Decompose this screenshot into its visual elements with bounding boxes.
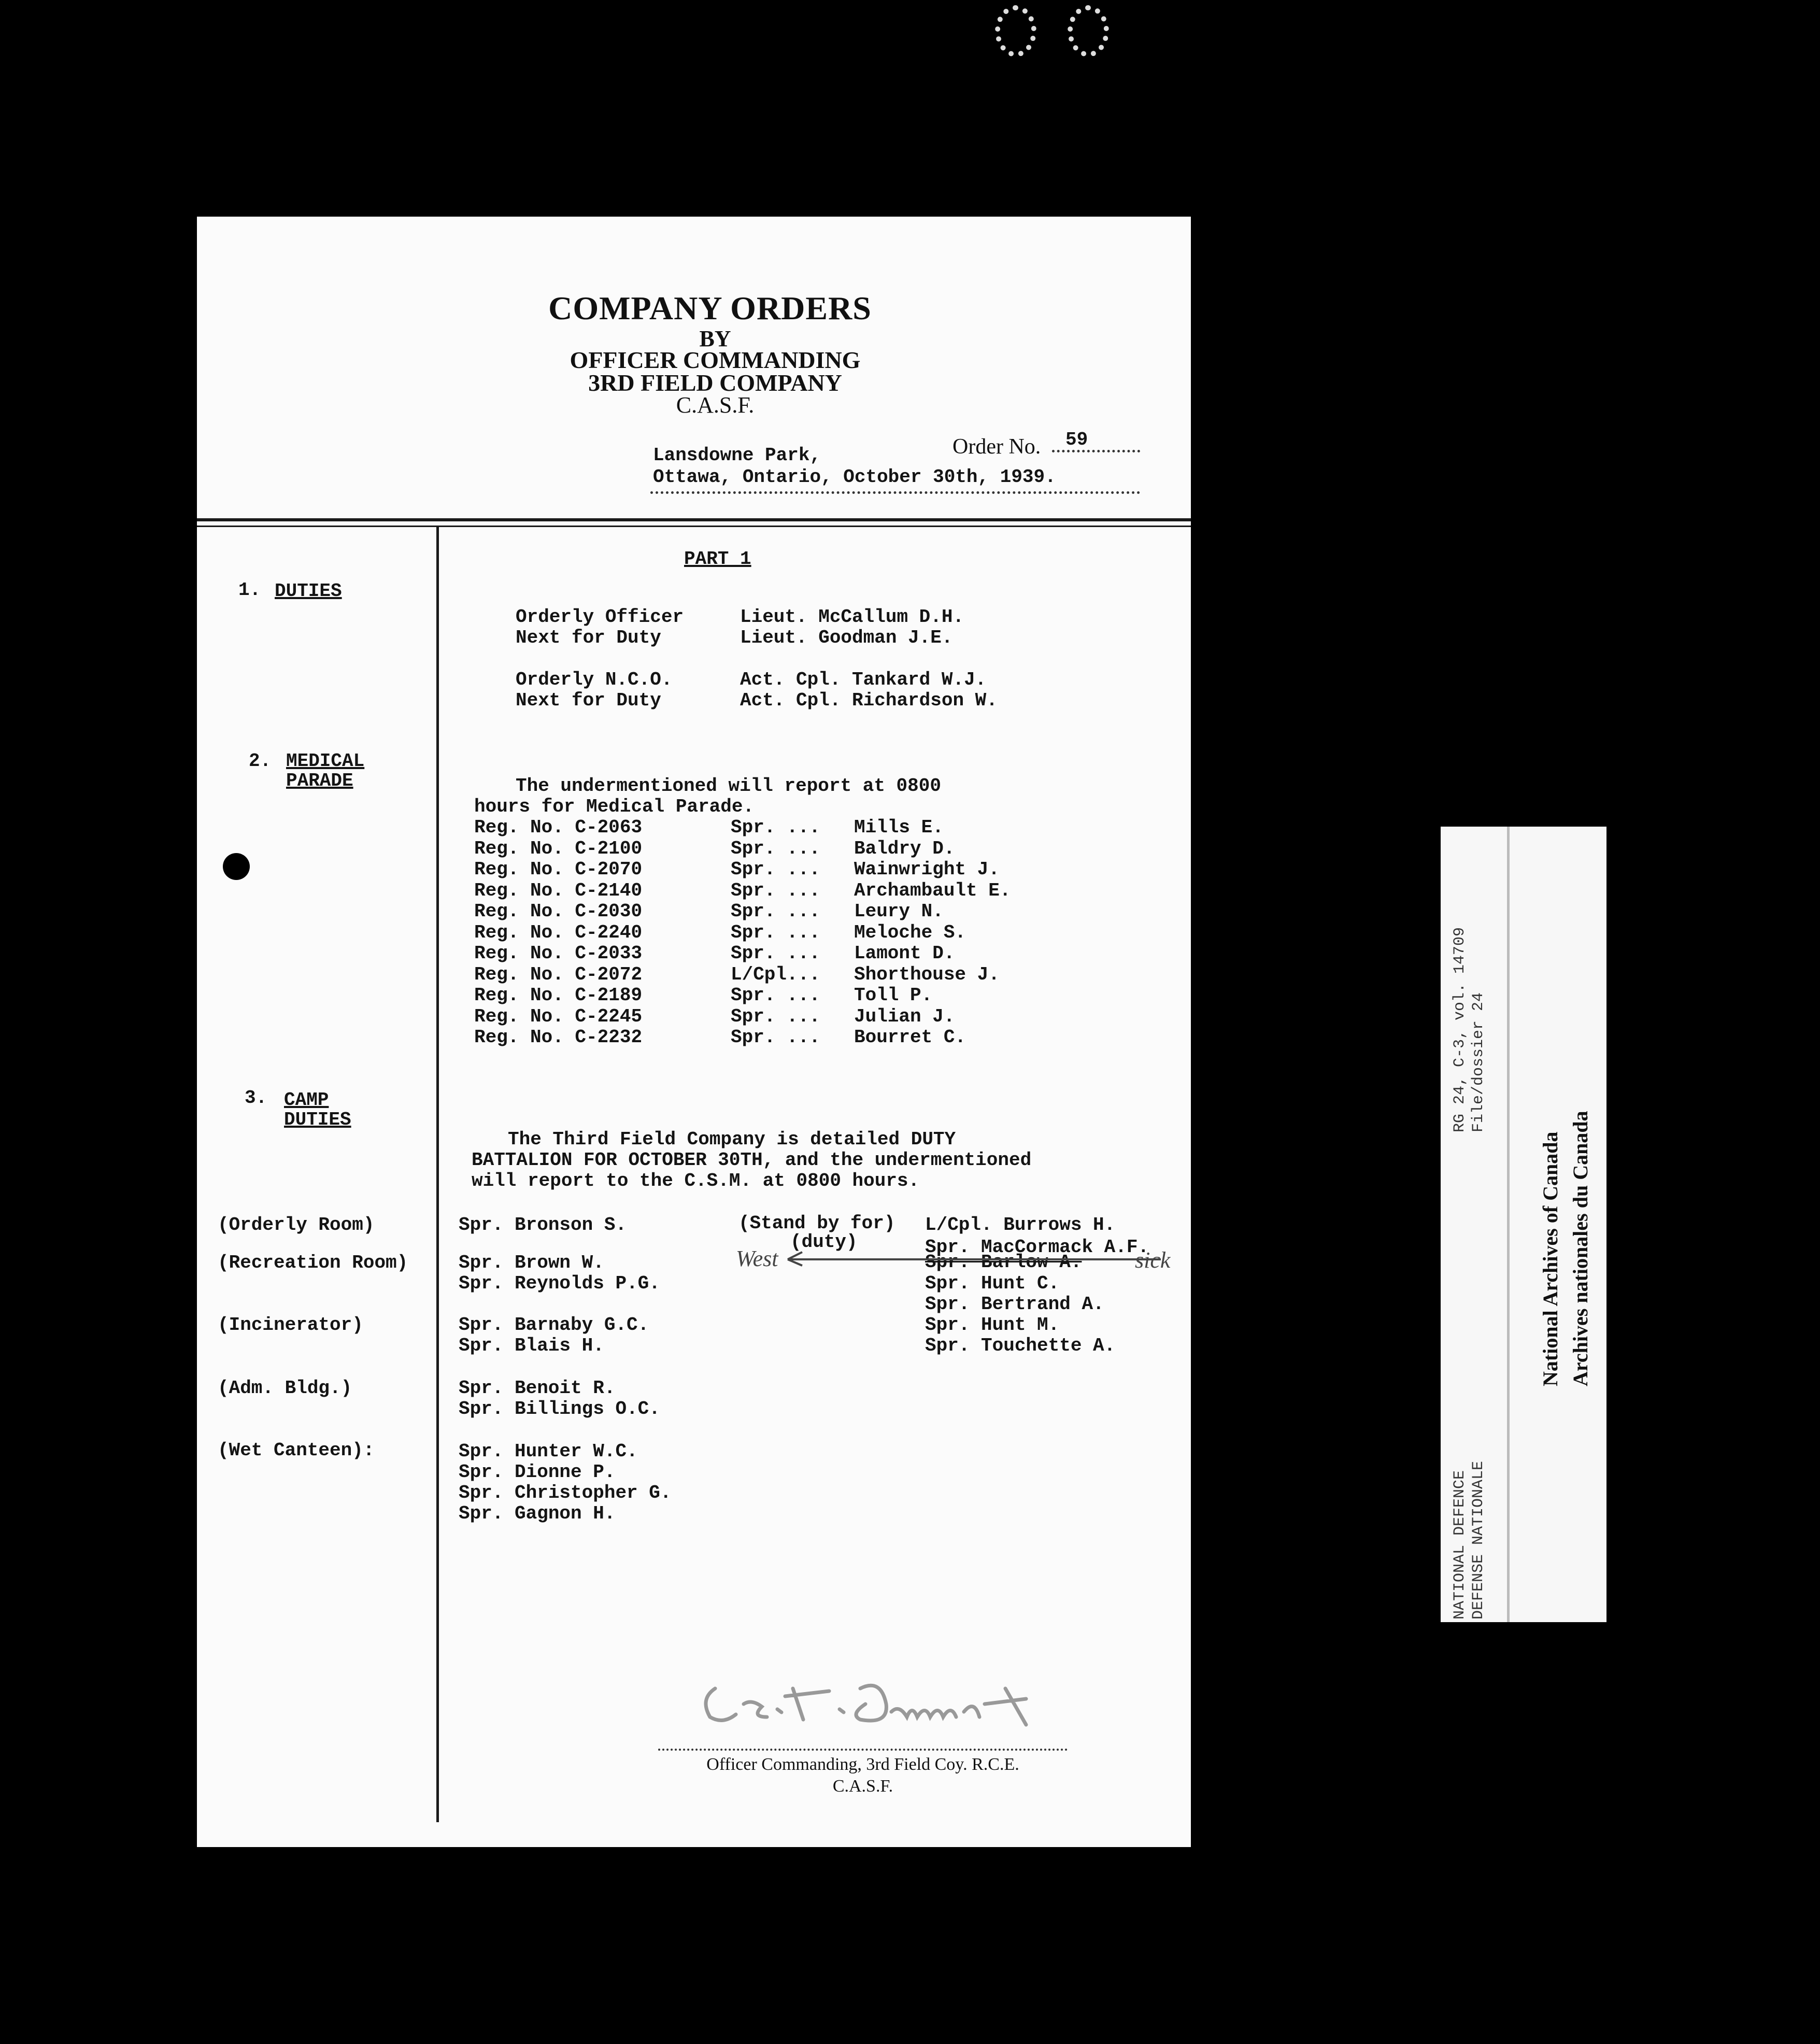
- standby-name: Spr. Bertrand A.: [925, 1294, 1104, 1315]
- duty-person: Act. Cpl. Tankard W.J.: [740, 669, 987, 690]
- camp-group-name: Spr. Brown W.: [459, 1252, 604, 1273]
- medical-rank: Spr. ...: [731, 901, 820, 922]
- medical-name: Wainwright J.: [854, 859, 1000, 880]
- medical-rank: Spr. ...: [731, 1027, 820, 1048]
- duty-role: Orderly Officer: [516, 606, 684, 628]
- medical-reg-number: Reg. No. C-2189: [474, 985, 643, 1006]
- medical-heading-2: PARADE: [286, 770, 353, 791]
- header-rule-top: [197, 518, 1191, 521]
- part-label: PART 1: [684, 548, 751, 570]
- film-edge-marks: [985, 0, 1130, 57]
- medical-intro-1: The undermentioned will report at 0800: [516, 775, 941, 797]
- date-line: Ottawa, Ontario, October 30th, 1939.: [653, 466, 1056, 488]
- medical-rank: Spr. ...: [731, 985, 820, 1006]
- medical-number: 2.: [249, 750, 272, 772]
- medical-reg-number: Reg. No. C-2232: [474, 1027, 643, 1048]
- archive-department-1: NATIONAL DEFENCE: [1451, 1470, 1469, 1620]
- medical-heading-1: MEDICAL: [286, 750, 365, 772]
- duty-person: Lieut. McCallum D.H.: [740, 606, 964, 628]
- archive-label: [1441, 827, 1606, 1622]
- punch-hole: [223, 853, 250, 880]
- duties-heading: DUTIES: [275, 580, 342, 602]
- camp-heading-2: DUTIES: [284, 1109, 351, 1130]
- medical-rank: Spr. ...: [731, 838, 820, 859]
- medical-name: Bourret C.: [854, 1027, 966, 1048]
- medical-reg-number: Reg. No. C-2030: [474, 901, 643, 922]
- camp-number: 3.: [245, 1087, 267, 1109]
- archive-department-2: DEFENSE NATIONALE: [1470, 1460, 1487, 1620]
- camp-group-name: Spr. Benoit R.: [459, 1378, 616, 1399]
- medical-reg-number: Reg. No. C-2240: [474, 921, 643, 943]
- medical-name: Baldry D.: [854, 838, 955, 859]
- archive-reference-1: RG 24, C-3, vol. 14709: [1451, 927, 1469, 1132]
- medical-rank: L/Cpl...: [731, 963, 820, 985]
- document-by: BY: [699, 326, 731, 351]
- duty-role: Next for Duty: [516, 627, 661, 648]
- camp-group-label: (Adm. Bldg.): [218, 1378, 352, 1399]
- handwritten-arrow: [772, 1248, 1166, 1269]
- standby-name: Spr. Hunt C.: [925, 1273, 1060, 1294]
- medical-reg-number: Reg. No. C-2245: [474, 1005, 643, 1027]
- medical-rank: Spr. ...: [731, 943, 820, 964]
- order-number: 59: [1065, 429, 1088, 450]
- standby-label-1: (Stand by for): [738, 1213, 895, 1234]
- camp-group-label: (Orderly Room): [218, 1214, 375, 1236]
- medical-name: Leury N.: [854, 901, 944, 922]
- order-sheet: [197, 217, 1191, 1847]
- standby-label-2: (duty): [790, 1231, 858, 1253]
- camp-intro-2: BATTALION FOR OCTOBER 30TH, and the undermentioned: [472, 1149, 1032, 1171]
- camp-group-label: (Incinerator): [218, 1314, 363, 1336]
- camp-group-name: Spr. Barnaby G.C.: [459, 1314, 649, 1336]
- medical-name: Mills E.: [854, 817, 944, 838]
- medical-name: Shorthouse J.: [854, 963, 1000, 985]
- medical-rank: Spr. ...: [731, 859, 820, 880]
- camp-group-name: Spr. Reynolds P.G.: [459, 1273, 660, 1294]
- camp-group-name: Spr. Christopher G.: [459, 1482, 672, 1503]
- date-underline: [650, 491, 1140, 494]
- standby-name: Spr. Hunt M.: [925, 1314, 1060, 1336]
- medical-rank: Spr. ...: [731, 879, 820, 901]
- duty-role: Next for Duty: [516, 690, 661, 711]
- standby-name: Spr. MacCormack A.F.: [925, 1237, 1149, 1258]
- camp-group-name: Spr. Hunter W.C.: [459, 1441, 638, 1462]
- archive-name-fr: Archives nationales du Canada: [1569, 1111, 1592, 1386]
- camp-group-name: Spr. Billings O.C.: [459, 1398, 660, 1420]
- camp-intro-3: will report to the C.S.M. at 0800 hours.: [472, 1170, 920, 1191]
- medical-name: Julian J.: [854, 1005, 955, 1027]
- medical-reg-number: Reg. No. C-2033: [474, 943, 643, 964]
- medical-intro-2: hours for Medical Parade.: [474, 796, 755, 817]
- medical-reg-number: Reg. No. C-2100: [474, 838, 643, 859]
- camp-group-name: Spr. Bronson S.: [459, 1214, 627, 1236]
- medical-rank: Spr. ...: [731, 1005, 820, 1027]
- place-line: Lansdowne Park,: [653, 445, 821, 466]
- medical-name: Toll P.: [854, 985, 933, 1006]
- medical-name: Meloche S.: [854, 921, 966, 943]
- standby-name: Spr. Barlow A.: [925, 1252, 1082, 1273]
- camp-group-label: (Recreation Room): [218, 1252, 408, 1273]
- header-rule-bottom: [197, 526, 1191, 527]
- handwritten-sick: sick: [1135, 1247, 1171, 1273]
- medical-rank: Spr. ...: [731, 921, 820, 943]
- archive-name-en: National Archives of Canada: [1539, 1131, 1562, 1386]
- signature-scrawl: [694, 1668, 1078, 1740]
- document-title: COMPANY ORDERS: [548, 290, 872, 327]
- camp-group-name: Spr. Dionne P.: [459, 1461, 616, 1483]
- signature-title-2: C.A.S.F.: [832, 1777, 893, 1796]
- signature-title-1: Officer Commanding, 3rd Field Coy. R.C.E.: [706, 1755, 1019, 1774]
- header-casf: C.A.S.F.: [676, 392, 755, 418]
- duty-role: Orderly N.C.O.: [516, 669, 673, 690]
- signature-line: [658, 1749, 1068, 1751]
- camp-group-name: Spr. Blais H.: [459, 1335, 604, 1356]
- medical-reg-number: Reg. No. C-2140: [474, 879, 643, 901]
- handwritten-west: West: [736, 1246, 778, 1271]
- medical-reg-number: Reg. No. C-2070: [474, 859, 643, 880]
- medical-name: Lamont D.: [854, 943, 955, 964]
- margin-rule: [436, 527, 439, 1822]
- camp-group-label: (Wet Canteen):: [218, 1440, 375, 1461]
- duties-number: 1.: [238, 579, 261, 601]
- medical-rank: Spr. ...: [731, 817, 820, 838]
- archive-reference-2: File/dossier 24: [1470, 992, 1487, 1132]
- medical-reg-number: Reg. No. C-2063: [474, 817, 643, 838]
- header-officer: OFFICER COMMANDING: [570, 347, 861, 373]
- camp-group-name: Spr. Gagnon H.: [459, 1503, 616, 1524]
- standby-name: L/Cpl. Burrows H.: [925, 1214, 1116, 1236]
- label-divider: [1507, 827, 1510, 1622]
- standby-name: Spr. Touchette A.: [925, 1335, 1116, 1356]
- medical-name: Archambault E.: [854, 879, 1011, 901]
- camp-intro-1: The Third Field Company is detailed DUTY: [508, 1129, 956, 1150]
- duty-person: Act. Cpl. Richardson W.: [740, 690, 998, 711]
- camp-heading-1: CAMP: [284, 1089, 329, 1111]
- duty-person: Lieut. Goodman J.E.: [740, 627, 953, 648]
- medical-reg-number: Reg. No. C-2072: [474, 963, 643, 985]
- order-number-label: Order No.: [952, 435, 1041, 459]
- header-company: 3RD FIELD COMPANY: [588, 370, 842, 396]
